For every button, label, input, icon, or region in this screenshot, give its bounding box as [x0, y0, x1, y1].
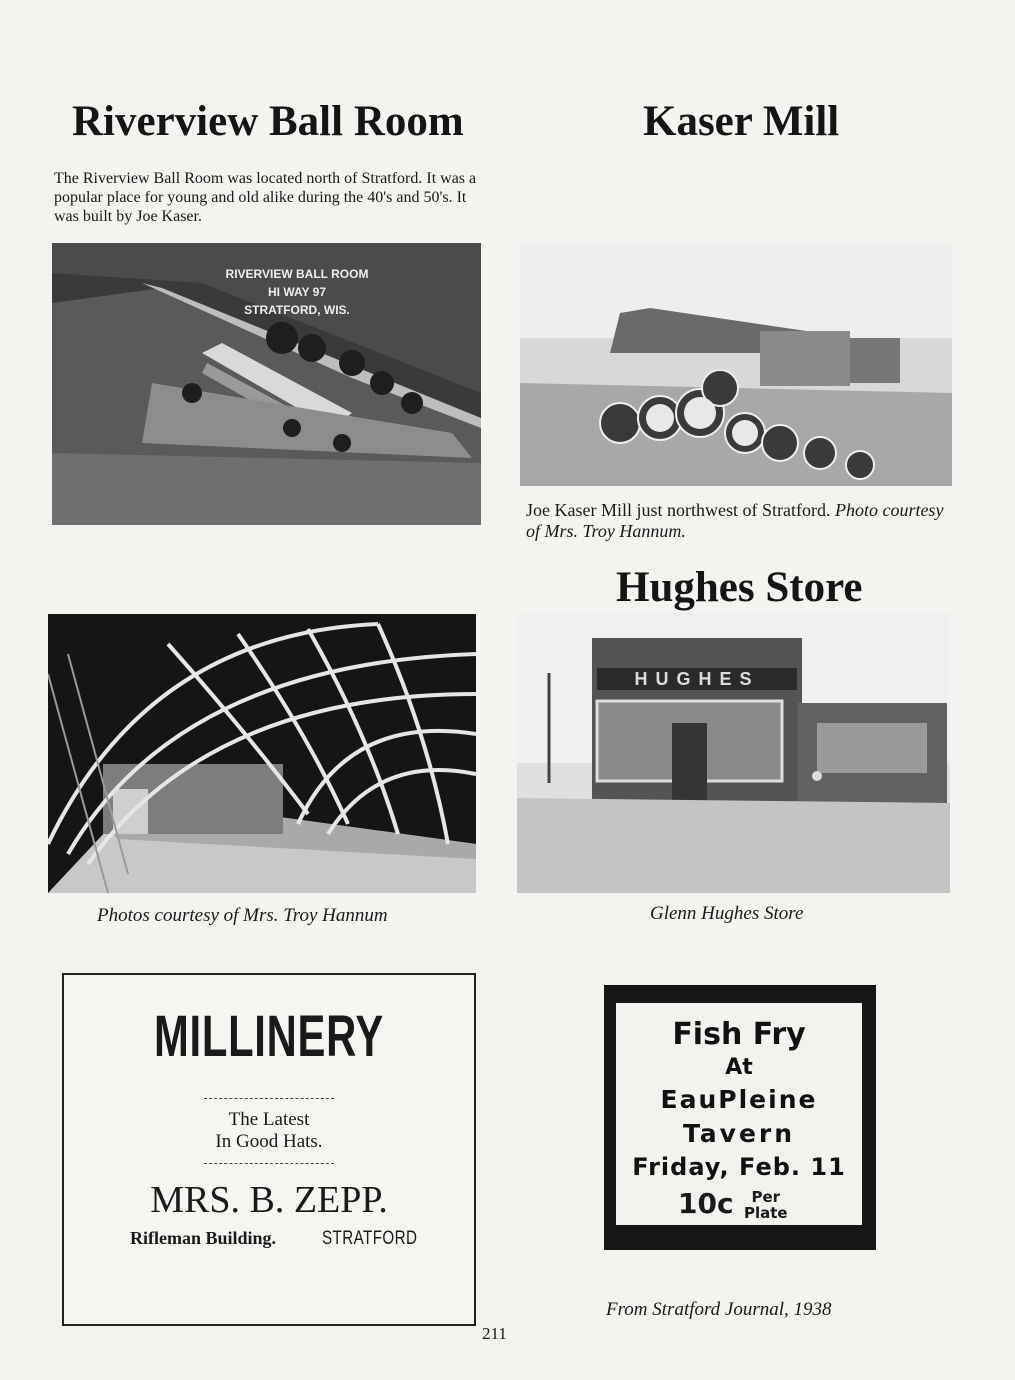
hughes-store-caption: Glenn Hughes Store [650, 903, 804, 924]
fish-fry-panel [616, 1003, 862, 1225]
postcard-line-1: RIVERVIEW BALL ROOM [225, 267, 369, 281]
fish-fry-price: 10c [678, 1187, 734, 1220]
millinery-line-1: The Latest [228, 1109, 310, 1130]
fish-fry-per: Per [751, 1188, 781, 1206]
millinery-line-2: In Good Hats. [215, 1131, 323, 1152]
ballroom-interior-photo [48, 614, 476, 893]
riverview-aerial-photo [52, 243, 481, 525]
kaser-mill-photo [520, 243, 952, 486]
kaser-mill-caption-italic: Photo courtesy of Mrs. Troy Hannum. [526, 500, 944, 541]
fish-fry-line-2: At [725, 1055, 753, 1080]
fish-fry-line-3: EauPleine [660, 1085, 818, 1114]
fish-fry-line-4: Tavern [682, 1119, 796, 1148]
millinery-ad [62, 973, 476, 1326]
fish-fry-source: From Stratford Journal, 1938 [606, 1299, 832, 1320]
hughes-store-photo [517, 613, 950, 893]
millinery-building: Rifleman Building. [130, 1228, 277, 1248]
postcard-line-2: HI WAY 97 [267, 285, 327, 299]
kaser-mill-heading: Kaser Mill [643, 98, 840, 145]
fish-fry-plate: Plate [744, 1204, 788, 1222]
hughes-store-heading: Hughes Store [616, 564, 863, 611]
ballroom-photo-caption: Photos courtesy of Mrs. Troy Hannum [97, 905, 388, 926]
millinery-rule-top [204, 1098, 334, 1099]
fish-fry-line-1: Fish Fry [672, 1017, 806, 1052]
millinery-name: MRS. B. ZEPP. [150, 1179, 388, 1221]
fish-fry-line-5: Friday, Feb. 11 [632, 1153, 846, 1181]
riverview-intro: The Riverview Ball Room was located north of Stratford. It was a popular place for young and old alike during the 40's and 50's. It was built by Joe Kaser. [54, 170, 477, 225]
kaser-mill-caption [526, 500, 946, 542]
page-number: 211 [482, 1324, 507, 1343]
millinery-town: STRATFORD [322, 1228, 418, 1249]
kaser-mill-caption-plain: Joe Kaser Mill just northwest of Stratford. [526, 500, 831, 520]
millinery-title: MILLINERY [154, 1004, 384, 1069]
fish-fry-ad [604, 985, 876, 1250]
riverview-heading: Riverview Ball Room [72, 98, 464, 145]
postcard-line-3: STRATFORD, WIS. [244, 303, 350, 317]
millinery-rule-bottom [204, 1163, 334, 1164]
hughes-sign: HUGHES [634, 669, 760, 689]
